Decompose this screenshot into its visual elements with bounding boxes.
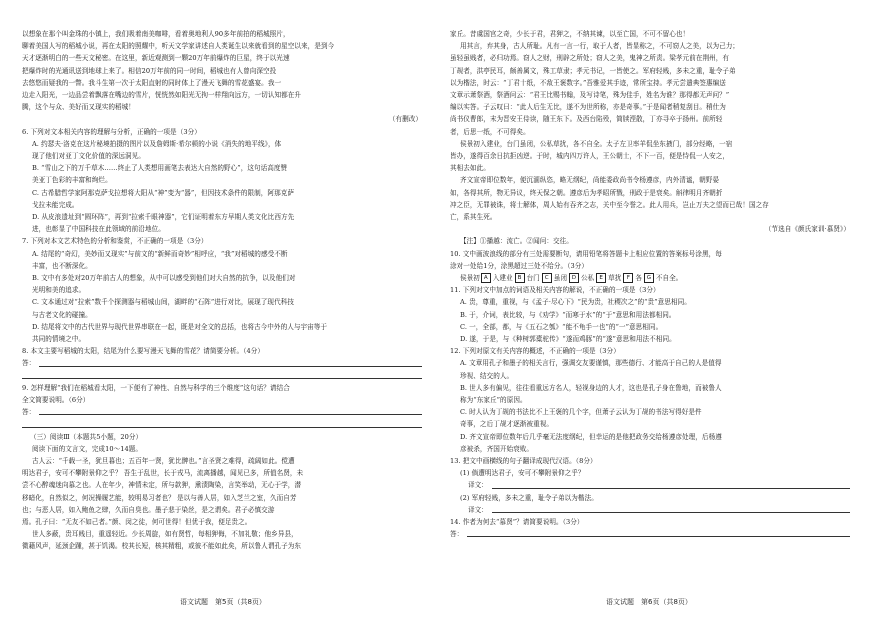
- page-5-text-line: D. 结尾将文中的古代世界与现代世界串联在一起，既是对全文的总括，也将古今中外的人与宇宙等于: [32, 322, 328, 331]
- page-5-text-line: B. “雪山之下的万千草木……终止了人类想用画笔去表达大自然的野心”，这句话高度赞: [32, 164, 288, 173]
- page-5-text-line: 以想象在那个叫金珠的小镇上，我们吸着南美咖啡，看着奥地利人90多年前拍的稻城照片，: [22, 30, 290, 38]
- page-6-text-line: 10. 文中画波浪线的部分有三处需要断句，请用铅笔将答题卡上相应位置的答案标号涂黑，每: [450, 249, 722, 258]
- page-5-text-line: 天才逐渐明白的一些天文秘密。在这里，新近观测到一颗20万年前爆炸的巨星，终于以光速: [22, 54, 290, 63]
- q14-prompt: 14. 作者为何去“慕贤”？请简要说明。（3分）: [450, 518, 584, 527]
- q9-answer-line[interactable]: [39, 414, 422, 415]
- q9-text-line: 9. 怎样理解“我们在稻城看太阳，一下便有了神性、自然与科学的三个维度”这句话？请结合: [22, 383, 290, 392]
- page-6-text-line: 亡，系其生死。: [450, 213, 497, 222]
- q14-answer-label: 答：: [450, 530, 464, 539]
- q10-segment-text: 虽闭: [553, 274, 567, 283]
- q10-segment-text: 不自全。: [655, 274, 683, 283]
- page-5-text-line: 光明和美的追求。: [32, 286, 86, 295]
- q10-segment-text: 公私: [580, 274, 595, 283]
- page-6-text-line: 涂对一处给1分，涂黑超过三处不给分。（3分）: [450, 261, 589, 270]
- q10-segment-text: 入建业: [492, 274, 513, 283]
- passage-text-line: 阅读下面的文言文，完成10～14题。: [32, 444, 142, 453]
- q10-segment-text: 各: [635, 274, 642, 283]
- question-text-line: 珍视、结交的人。: [460, 371, 514, 380]
- page-5-text-line: A. 约瑟夫·洛克在这片秘境拍摄的图片以及詹姆斯·希尔顿的小说《消失的地平线》，体: [32, 139, 282, 148]
- page-6: [450, 28, 850, 588]
- page-6-text-line: 齐文宣帝即位数年，便沉湎纵恣，略无纲纪，尚能委政尚书令杨遵彦，内外清谧，朝野晏: [460, 176, 720, 185]
- page-5-footer: 语文试题 第5页（共8页）: [180, 598, 266, 606]
- page-5-text-line: D. 从皮浪遗址到“圆环阵”，再到“拉索千眼神器”，它们证明着东方早期人类文化比西方先: [32, 213, 295, 222]
- q8-answer-line[interactable]: [39, 366, 422, 367]
- q8-answer-row: [22, 357, 422, 369]
- page-5: [22, 28, 422, 588]
- question-text-line: D. 遂，于是，与《种树郭橐驼传》“遂而鸡豚”的“遂”意思和用法不相同。: [460, 335, 676, 344]
- question-text-line: 奇事，之后丁觇才逐渐被重视。: [460, 420, 554, 429]
- page-6-text-line: （节选自《颜氏家训·慕贤》）: [764, 225, 850, 234]
- q9-answer-row: [22, 406, 422, 418]
- question-text-line: D. 齐文宣帝即位数年后几乎毫无法度纲纪，但幸运的是他把政务交给杨遵彦处理，后杨遵: [460, 432, 722, 441]
- page-5-text-line: 去悠悠而疑我的一瞥。我斗生第一次于太阳直射的同时体上了漫天飞舞的雪花盛宴。我一: [22, 78, 282, 87]
- page-6-text-block: [450, 28, 850, 272]
- page-5-text-line: 聊着美国人写的稻城小说，再在太阳的照耀中，听天文学家讲述自人类诞生以来就看到的星空以来，是到今: [22, 42, 335, 51]
- passage-text-line: 微藉风声，延颈企踵，甚于饥渴。校其长短，核其精粗，或彼不能如此矣，所以鲁人谓孔子为东: [22, 542, 302, 551]
- page-5-text-block: [22, 28, 422, 357]
- passage-text-line: 尝不心醉魂迷向慕之也。人在年少，神情未定，所与款狎，熏渍陶染，言笑举动，无心于学，潜: [22, 481, 302, 490]
- q10-segment-text: 草扰: [608, 274, 622, 283]
- q13-2-translation-label: 译文：: [468, 505, 488, 514]
- page-6-text-line: 家丘。昔虞国宫之奇，少长于君，君狎之，不纳其谏，以至亡国，不可不留心也！: [450, 30, 690, 38]
- page-5-text-line: 8. 本文主要写稻城的太阳，结尾为什么要写漫天飞舞的雪花？请简要分析。（4分）: [22, 347, 265, 356]
- page-5-text-line: 腾，这个与众、美好而又现实的稻城！: [22, 103, 135, 112]
- q14-answer-row: [450, 528, 850, 540]
- page-5-text-line: 与古老文化的碰撞。: [32, 310, 92, 319]
- passage-text-line: 移暗化，自然似之，何况操履艺能，较明易习者也？ 是以与善人居，如入芝兰之室，久而自芳: [22, 493, 297, 502]
- q10-answer-boxes: [450, 272, 850, 284]
- page-5-text-line: C. 文本通过对“拉索”数千个探测器与稻城山间，湖畔的“石阵”进行对比，展现了现代科技: [32, 298, 295, 307]
- q13-1-translation-line[interactable]: [492, 488, 850, 489]
- page-6-text-line: 其相去如此。: [450, 164, 490, 173]
- passage-text-line: 也；与恶人居，如入鲍鱼之肆，久而自臭也。墨子悲于染丝，是之谓矣。君子必慎交游: [22, 505, 275, 514]
- page-6-text-line: 【注】①播越：流亡。②闻问：交往。: [460, 237, 573, 246]
- page-5-text-line: （有删改）: [388, 115, 422, 124]
- q8-answer-line-2[interactable]: [22, 370, 422, 382]
- q10-prefix: 侯景初: [460, 274, 480, 283]
- page-6-text-line: 冲之臣，无罪被诛，将士解体，周人始有吞齐之志，关中至今誉之。此人用兵，岂止万夫之望而已哉！国之存: [450, 200, 769, 209]
- passage-text-line: 焉。孔子曰：“无友不如己者。”颜、闵之徒，何可世得！但优于我，便足贵之。: [22, 518, 252, 527]
- page-5-text-line: 美亚丁色彩的丰富和绚烂。: [32, 176, 112, 185]
- passage-text-line: 世人多蔽，贵耳贱目，重遥轻近。少长周旋，如有贤哲，每相狎侮，不加礼敬；他乡异县，: [32, 530, 298, 539]
- q10-option-box[interactable]: E: [596, 273, 606, 283]
- q10-option-box[interactable]: A: [481, 273, 491, 283]
- question-text-line: 13. 把文中画横线的句子翻译成现代汉语。（8分）: [450, 457, 597, 466]
- page-5-text-line: 共同的情境之中。: [32, 335, 86, 344]
- q14-answer-line[interactable]: [467, 536, 850, 537]
- question-text-line: C. 一，全部，都，与《五石之瓠》“能不龟手一也”的“一”意思相同。: [460, 322, 663, 331]
- q10-option-box[interactable]: B: [515, 273, 525, 283]
- question-text-line: 12. 下列对原文有关内容的概述，不正确的一项是（3分）: [450, 347, 620, 356]
- question-text-line: A. 贵，尊重，重视，与《孟子·尽心下》“民为贵，社稷次之”的“贵”意思相同。: [460, 298, 691, 307]
- page-5-text-line: 6. 下列对文本相关内容的理解与分析，正确的一项是（3分）: [22, 127, 201, 136]
- page-6-text-line: 以为楷法，时云：“丁君十纸，不敌王褒数字。”吾雅爱其手迹，常所宝持。孝元尝遣典签惠编送: [450, 78, 726, 87]
- page-5-text-line: 7. 下列对本文艺术特色的分析和鉴赏，不正确的一项是（3分）: [22, 237, 208, 246]
- q10-option-box[interactable]: G: [644, 273, 654, 283]
- page-5-text-line: 戈拉未能完成。: [32, 200, 79, 209]
- q13-2-translation-row: [450, 504, 850, 516]
- question-text-line: A. 文章用孔子和墨子的相关言行，强调交友要谨慎，那些德行、才能高于自己的人是值得: [460, 359, 722, 368]
- q13-2-prompt: (2) 军府轻贱，多未之重，耻令子弟以为楷法。: [460, 493, 598, 502]
- q10-option-box[interactable]: C: [542, 273, 552, 283]
- question-text-line: C. 时人认为丁觇的书法比不上王褒的几个字，但萧子云认为丁觇的书法写得好是件: [460, 408, 702, 417]
- page-5-text-line: B. 文中有多处对20万年前古人的想象，从中可以感受到他们对大自然的抗争，以及他们对: [32, 274, 296, 283]
- page-6-text-line: 侯景初入建业，台门虽闭，公私草扰，各不自全。太子左卫率羊侃坐东掖门，部分经略，一宿: [460, 139, 733, 148]
- q13-2-translation-line[interactable]: [492, 512, 850, 513]
- page-6-footer: 语文试题 第6页（共8页）: [606, 598, 692, 606]
- passage-text-line: 古人云：“千载一圣，犹旦暮也；五百年一贤，犹比髀也。”言圣贤之难得，疏阔如此。傥遭: [32, 457, 295, 466]
- q10-segments: [480, 272, 684, 284]
- q9-answer-label: 答：: [22, 408, 36, 417]
- q10-option-box[interactable]: F: [623, 273, 633, 283]
- reading-3-block: [22, 431, 422, 553]
- q10-segment-text: 台门: [526, 274, 540, 283]
- q10-option-box[interactable]: D: [569, 273, 579, 283]
- page-6-text-line: 编以实答。子云叹曰：“此人后生无比，遂不为世所称，亦是奇事。”于是闻者稍复刮目。稍仕为: [450, 103, 726, 112]
- page-6-text-line: 丁觇者，洪亭民耳，颇善属文，殊工草隶；孝元书记，一皆使之。军府轻贱，多未之重，耻令子弟: [450, 66, 736, 75]
- page-6-text-line: 用其言，弃其身，古人所耻。凡有一言一行，取于人者，皆显称之，不可窃人之美，以为己力；: [460, 42, 740, 51]
- page-5-text-line: 边走入阳光，一边品尝着飘落在嘴边的雪片，恍恍然如阳光无拘一样翔向远方，一切认知都在升: [22, 91, 302, 100]
- page-5-text-line: 现了他们对亚丁文化价值的深远洞见。: [32, 152, 145, 161]
- q9-answer-line-2[interactable]: [22, 418, 422, 430]
- q13-1-translation-row: [450, 480, 850, 492]
- page-6-text-line: 文章示萧祭酒，祭酒问云：“君王比赐书翰，及写诗笔，殊为佳手，姓名为谁？那得都无声问？”: [450, 91, 730, 100]
- page-6-text-line: 者，后思一纸，不可得矣。: [450, 127, 530, 136]
- page-6-text-line: 如，各得其所，物无异议，终天保之朝。遵彦后为孝昭所戮，刑政于是衰矣。斛律明月齐朝折: [450, 188, 723, 197]
- question-text-line: 11. 下列对文中加点的词语及相关内容的解说，不正确的一项是（3分）: [450, 286, 660, 295]
- page-5-text-line: 把爆炸时的光通讯送到地球上来了。相信20万年前的同一时间，稻城也有人曾向深空投: [22, 66, 277, 75]
- q9-block: [22, 382, 422, 406]
- q13-1-translation-label: 译文：: [468, 481, 488, 490]
- page-5-text-line: A. 结尾的“奇幻，美妙而又现实”与前文的“新鲜而奇妙”相呼应，“我”对稻城的感受不断: [32, 249, 288, 258]
- q9-text-line: 全文简要说明。（6分）: [22, 396, 90, 405]
- question-text-line: B. 于，介词，表比较，与《劝学》“而寒于水”的“于”意思和用法都相同。: [460, 310, 676, 319]
- page-6-text-line: 皆办，遂得百余日抗拒凶逆。于时，城内四万许人，王公朝士，不下一百，便是恃侃一人安之，: [450, 152, 730, 161]
- passage-text-line: （三）阅读Ⅲ（本题共5小题，20分）: [30, 432, 143, 441]
- page-6-text-line: 尚书仪曹郎，末为晋安王侍读，随王东下。及西台陷殁，简牍湮散，丁亦寻卒于扬州。前所轻: [450, 115, 723, 124]
- passage-text-line: 明达君子，安可不攀附景仰之乎？ 吾生于乱世，长于戎马，流离播越，闻见已多，所值名贤，未: [22, 469, 304, 478]
- page-5-text-line: 进，也彰显了中国科技在此领域的前沿地位。: [32, 225, 165, 234]
- question-text-line: (1) 倘遭明达君子，安可不攀附景仰之乎？: [460, 469, 585, 478]
- question-text-line: 称为“东家丘”的原因。: [460, 396, 527, 405]
- question-text-line: 彦被杀，齐国开始衰败。: [460, 444, 534, 453]
- question-text-line: B. 世人多有偏见，往往看重远方名人，轻视身边的人才，这也是孔子身在鲁地，而被鲁人: [460, 383, 722, 392]
- page-5-text-line: C. 古希腊哲学家阿那克萨戈拉想将大阳从“神”变为“器”，但因技术条件的限制，阿那克萨: [32, 188, 295, 197]
- page-6-text-line: 虽轻虽贱者，必归功焉。窃人之财，刑辟之所处；窃人之美，鬼神之所责。梁孝元前在荆州，有: [450, 54, 730, 63]
- q8-answer-label: 答：: [22, 359, 36, 368]
- questions-11-13-block: [450, 284, 850, 479]
- page-5-text-line: 丰富，也不断深化。: [32, 261, 92, 270]
